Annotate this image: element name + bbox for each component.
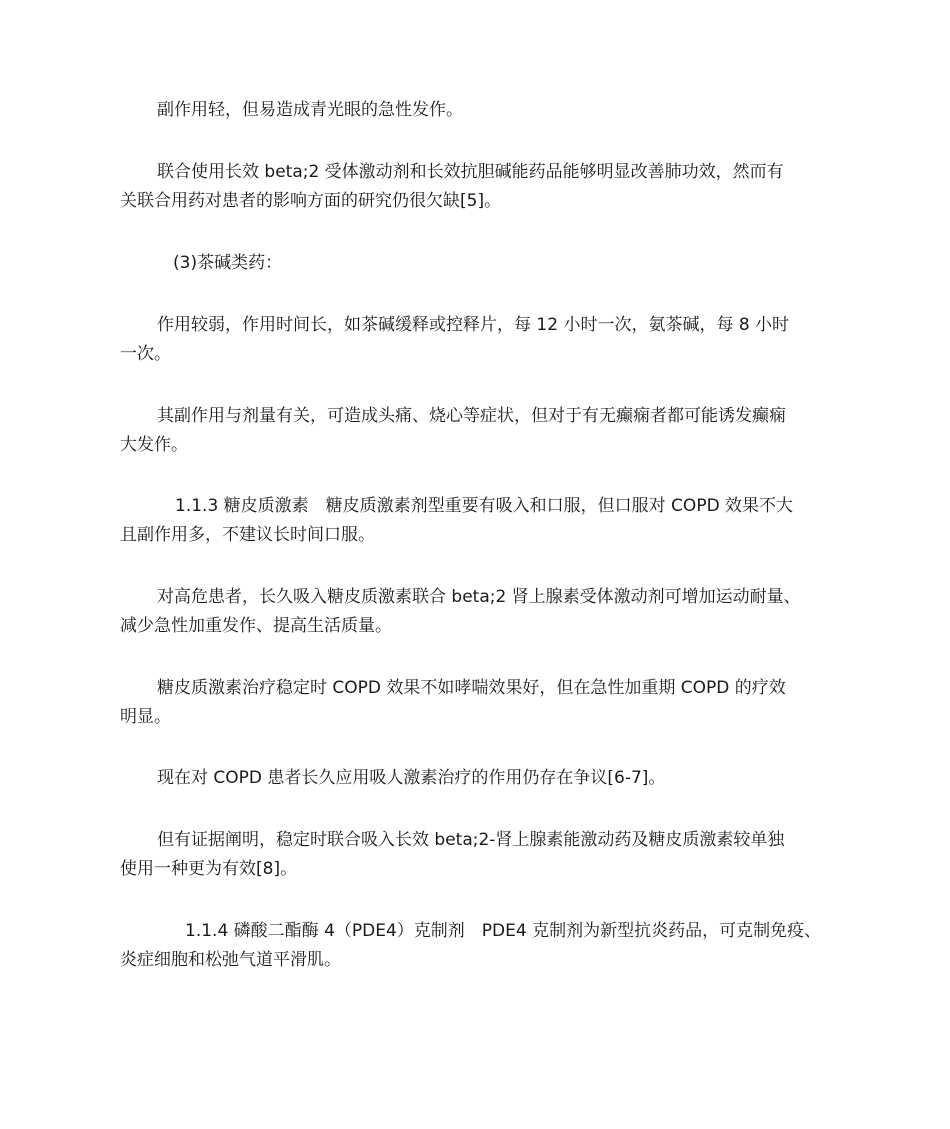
text-line: 但有证据阐明，稳定时联合吸入长效 beta;2-肾上腺素能激动药及糖皮质激素较单独: [157, 830, 785, 850]
paragraph-theophylline-dosage: [120, 311, 832, 369]
text-line: 1.1.4 磷酸二酯酶 4（PDE4）克制剂 PDE4 克制剂为新型抗炎药品，可克制免疫、: [185, 921, 822, 941]
heading-theophylline: [120, 249, 832, 278]
text-line: 关联合用药对患者的影响方面的研究仍很欠缺[5]。: [120, 191, 502, 211]
text-line: 大发作。: [120, 435, 188, 455]
paragraph-evidence: [120, 826, 832, 884]
paragraph-high-risk-patients: [120, 583, 832, 641]
section-1-1-4-pde4-inhibitors: [120, 917, 832, 975]
text-line: 减少急性加重发作、提高生活质量。: [120, 616, 392, 636]
text-line: 现在对 COPD 患者长久应用吸人激素治疗的作用仍存在争议[6-7]。: [157, 768, 666, 788]
section-1-1-3-glucocorticoids: [120, 492, 832, 550]
text-line: 炎症细胞和松弛气道平滑肌。: [120, 950, 341, 970]
paragraph-combination-therapy: [120, 158, 832, 216]
paragraph-side-effects: [120, 96, 832, 125]
text-line: 明显。: [120, 707, 171, 727]
text-line: (3)茶碱类药：: [173, 253, 283, 273]
paragraph-stable-copd: [120, 674, 832, 732]
text-line: 一次。: [120, 344, 171, 364]
text-line: 联合使用长效 beta;2 受体激动剂和长效抗胆碱能药品能够明显改善肺功效，然而有: [157, 162, 784, 182]
text-line: 且副作用多，不建议长时间口服。: [120, 525, 375, 545]
text-line: 作用较弱，作用时间长，如茶碱缓释或控释片，每 12 小时一次，氨茶碱，每 8 小时: [157, 315, 790, 335]
paragraph-controversy: [120, 764, 832, 793]
text-line: 副作用轻，但易造成青光眼的急性发作。: [157, 100, 463, 120]
text-line: 对高危患者，长久吸入糖皮质激素联合 beta;2 肾上腺素受体激动剂可增加运动耐量、: [157, 587, 801, 607]
text-line: 其副作用与剂量有关，可造成头痛、烧心等症状，但对于有无癫痫者都可能诱发癫痫: [157, 406, 786, 426]
paragraph-theophylline-side-effects: [120, 402, 832, 460]
text-line: 1.1.3 糖皮质激素 糖皮质激素剂型重要有吸入和口服，但口服对 COPD 效果不大: [175, 496, 794, 516]
text-line: 使用一种更为有效[8]。: [120, 859, 298, 879]
text-line: 糖皮质激素治疗稳定时 COPD 效果不如哮喘效果好，但在急性加重期 COPD 的疗效: [157, 678, 786, 698]
